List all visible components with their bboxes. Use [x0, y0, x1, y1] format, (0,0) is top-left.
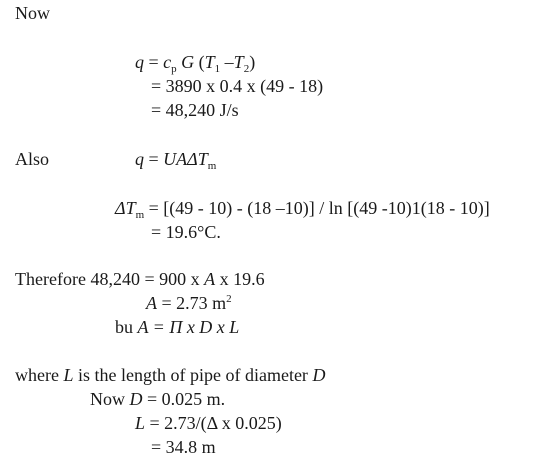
- length-expression: [135, 412, 282, 434]
- area-result: [146, 292, 232, 314]
- d-symbol: D: [312, 365, 326, 385]
- lmtd-expression: = [(49 - 10) - (18 –10)] / ln [(49 -10)1(18 - 10)]: [148, 198, 490, 218]
- a-symbol: A: [204, 269, 216, 289]
- open-paren: (: [198, 52, 205, 72]
- t2-subscript: 2: [243, 63, 250, 75]
- ua-delta-t-symbol: UAΔT: [163, 149, 208, 169]
- d-symbol: D: [129, 389, 143, 409]
- m-subscript: m: [207, 160, 217, 172]
- where-text-2: is the length of pipe of diameter: [78, 365, 308, 385]
- delta-tm-symbol: ΔT: [115, 198, 136, 218]
- l-symbol: L: [63, 365, 74, 385]
- lmtd-result: = 19.6°C.: [151, 222, 221, 242]
- q-symbol: q: [135, 52, 144, 72]
- therefore-line: [15, 268, 265, 290]
- where-text-1: where: [15, 365, 59, 385]
- now-label: Now: [15, 3, 50, 23]
- therefore-suffix: x 19.6: [219, 269, 265, 289]
- q-symbol: q: [135, 149, 144, 169]
- bu-expression: A = Π x D x L: [137, 317, 240, 337]
- length-formula: = 2.73/(Δ x 0.025): [149, 413, 282, 433]
- also-label: Also: [15, 149, 50, 169]
- diameter-line: [90, 388, 225, 410]
- transfer-equation: [135, 148, 216, 170]
- heat-rate-result: = 48,240 J/s: [151, 100, 239, 120]
- heat-rate-equation: [135, 51, 255, 73]
- t1-symbol: T: [204, 52, 215, 72]
- heat-rate-substitution: = 3890 x 0.4 x (49 - 18): [151, 76, 324, 96]
- equals-sign: =: [148, 149, 159, 169]
- l-symbol: L: [135, 413, 146, 433]
- length-result: = 34.8 m: [151, 437, 216, 457]
- lmtd-equation: [115, 197, 490, 219]
- area-exponent: 2: [226, 293, 232, 305]
- cp-symbol: c: [163, 52, 172, 72]
- now-prefix: Now: [90, 389, 125, 409]
- t2-symbol: T: [233, 52, 244, 72]
- minus-sign: –: [224, 52, 234, 72]
- close-paren: ): [249, 52, 256, 72]
- mass-flow-symbol: G: [181, 52, 195, 72]
- bu-line: [115, 316, 239, 338]
- diameter-value: = 0.025 m.: [147, 389, 226, 409]
- t1-subscript: 1: [214, 63, 221, 75]
- m-subscript: m: [135, 209, 145, 221]
- a-symbol: A: [146, 293, 157, 313]
- therefore-prefix: Therefore 48,240 = 900 x: [15, 269, 200, 289]
- where-line: [15, 364, 325, 386]
- area-value: = 2.73 m: [161, 293, 227, 313]
- bu-prefix: bu: [115, 317, 133, 337]
- equals-sign: =: [148, 52, 159, 72]
- cp-subscript: p: [171, 63, 177, 75]
